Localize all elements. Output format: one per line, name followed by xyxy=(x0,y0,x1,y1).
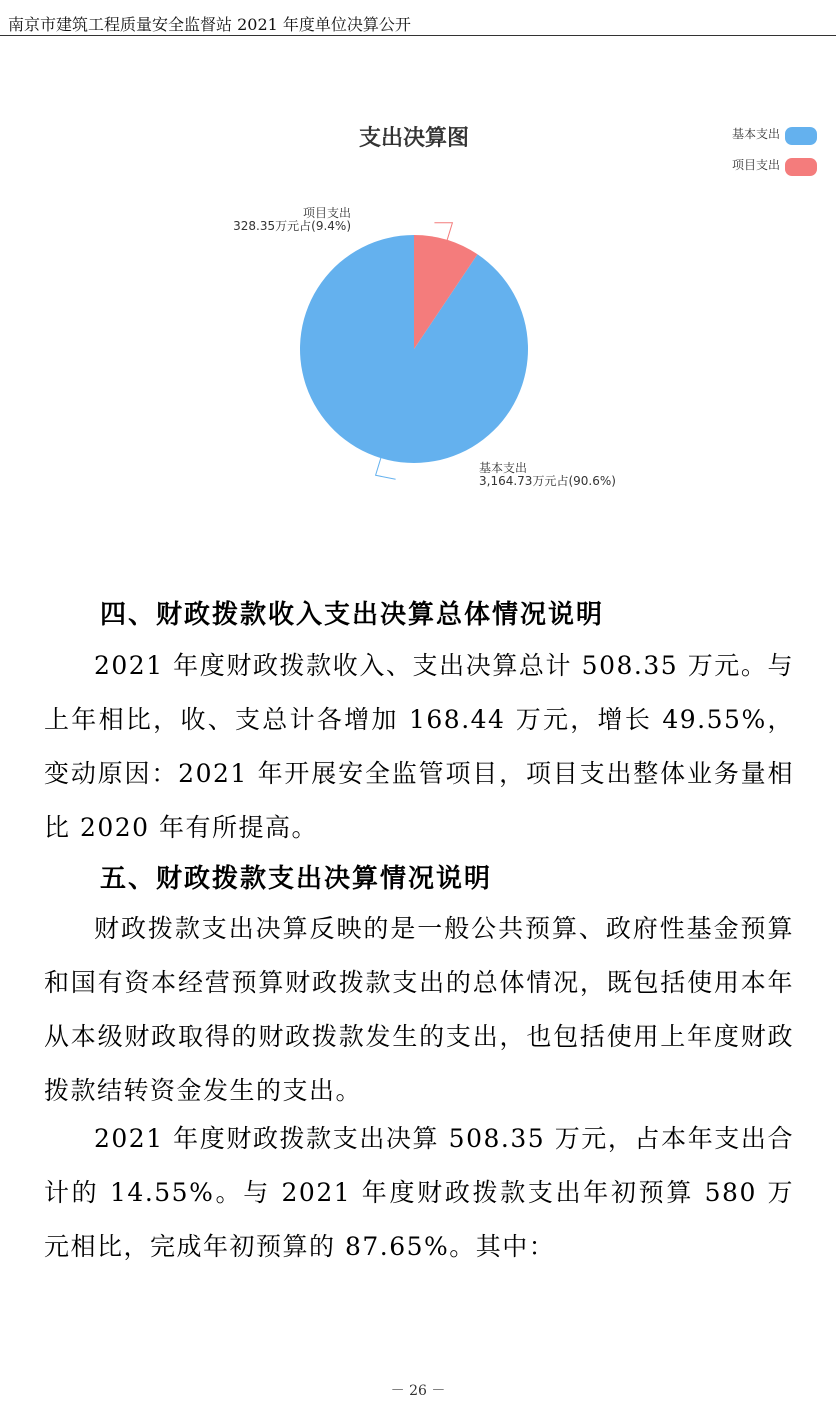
section-4-paragraph: 2021 年度财政拨款收入、支出决算总计 508.35 万元。与上年相比，收、支总计各增加 168.44 万元，增长 49.55%，变动原因：2021 年开展安全监管项目，项目支出整体业务量相比 2020 年有所提高。 xyxy=(44,651,794,842)
expenditure-pie-chart xyxy=(0,100,836,520)
legend xyxy=(732,126,817,176)
section-heading-5: 五、财政拨款支出决算情况说明 xyxy=(100,864,493,894)
legend-swatch-project[interactable] xyxy=(785,158,817,176)
slice-label-basic-value: 3,164.73万元占(90.6%) xyxy=(479,474,616,488)
slice-label-basic-name: 基本支出 xyxy=(479,461,528,475)
page-number: － 26 － xyxy=(390,1383,446,1399)
legend-swatch-basic[interactable] xyxy=(785,127,817,145)
legend-label-project: 项目支出 xyxy=(731,158,780,172)
leader-line-project xyxy=(434,223,452,240)
slice-label-project-value: 328.35万元占(9.4%) xyxy=(233,219,351,233)
document-header: 南京市建筑工程质量安全监督站 2021 年度单位决算公开 xyxy=(8,15,411,34)
slice-label-project-name: 项目支出 xyxy=(302,206,351,220)
chart-title: 支出决算图 xyxy=(358,126,470,151)
leader-line-basic xyxy=(376,458,396,479)
section-5-paragraph-2: 2021 年度财政拨款支出决算 508.35 万元，占本年支出合计的 14.55%。与 2021 年度财政拨款支出年初预算 580 万元相比，完成年初预算的 87.65%。其中： xyxy=(44,1124,794,1261)
pie-slices xyxy=(300,235,528,463)
section-heading-4: 四、财政拨款收入支出决算总体情况说明 xyxy=(100,600,605,630)
header-divider xyxy=(0,35,836,36)
legend-label-basic: 基本支出 xyxy=(731,127,780,141)
pie-chart-svg xyxy=(0,100,836,520)
section-5-paragraph-1: 财政拨款支出决算反映的是一般公共预算、政府性基金预算和国有资本经营预算财政拨款支出的总体情况，既包括使用本年从本级财政取得的财政拨款发生的支出，也包括使用上年度财政拨款结转资金发生的支出。 xyxy=(44,914,794,1105)
slice-label-project xyxy=(233,205,452,240)
